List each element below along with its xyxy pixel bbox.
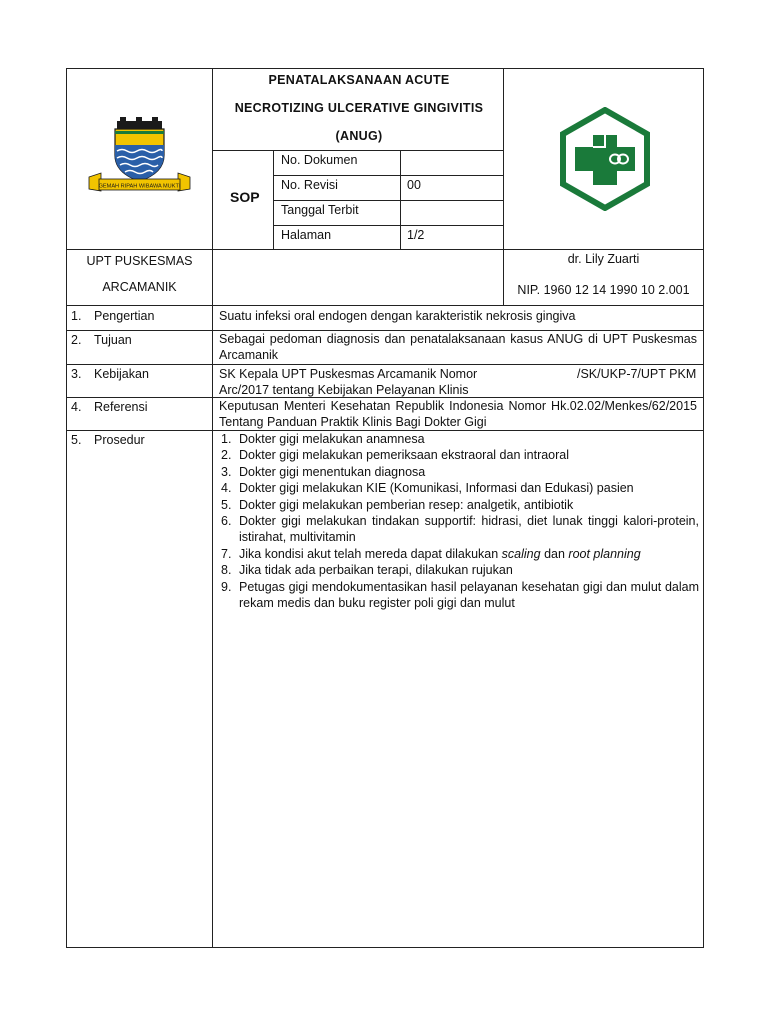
step-number: 6.	[221, 514, 232, 529]
section-num-5: 5.	[71, 433, 82, 447]
section-label-pengertian: Pengertian	[94, 309, 155, 323]
procedure-step	[221, 546, 699, 562]
step-number: 9.	[221, 579, 232, 594]
step-number: 5.	[221, 497, 232, 512]
meta-label-no-revisi: No. Revisi	[281, 178, 338, 192]
step-text: Dokter gigi menentukan diagnosa	[239, 464, 426, 479]
procedure-step	[221, 513, 699, 546]
step-text: Dokter gigi melakukan anamnesa	[239, 432, 425, 446]
step-number: 8.	[221, 563, 232, 578]
step-number: 4.	[221, 481, 232, 496]
title-line-1: PENATALAKSANAAN ACUTE	[268, 73, 450, 87]
step-text: Petugas gigi mendokumentasikan hasil pelayanan kesehatan gigi dan mulut dalam rekam medis dan buku register poli gigi dan mulut	[239, 579, 699, 611]
section-num-3: 3.	[71, 367, 82, 381]
col-divider-left	[212, 69, 213, 948]
section-num-4: 4.	[71, 400, 82, 414]
section-label-tujuan: Tujuan	[94, 333, 132, 347]
title-line-2: NECROTIZING ULCERATIVE GINGIVITIS	[234, 101, 484, 115]
procedure-step	[221, 480, 699, 496]
section-text-kebijakan-c: Arc/2017 tentang Kebijakan Pelayanan Klinis	[219, 383, 469, 397]
sop-document	[66, 68, 704, 948]
step-number: 3.	[221, 464, 232, 479]
meta-label-no-dokumen: No. Dokumen	[281, 153, 358, 167]
step-text: Dokter gigi melakukan tindakan supportif: hidrasi, diet lunak tinggi kalori-protein, istirahat, multivitamin	[239, 514, 699, 545]
row-divider-header	[67, 249, 212, 250]
meta-label-tanggal-terbit: Tanggal Terbit	[281, 203, 359, 217]
step-text-italic: root planning	[568, 546, 641, 561]
section-label-referensi: Referensi	[94, 400, 148, 414]
meta-divider-1	[273, 175, 503, 176]
step-number: 2.	[221, 448, 232, 463]
puskesmas-cross-logo-icon	[553, 107, 657, 211]
meta-divider-2	[273, 200, 503, 201]
meta-value-halaman: 1/2	[407, 228, 425, 242]
section-text-referensi: Keputusan Menteri Kesehatan Republik Indonesia Nomor Hk.02.02/Menkes/62/2015 Tentang Panduan Praktik Klinis Bagi Dokter Gigi	[219, 399, 697, 429]
row-divider-1	[67, 330, 704, 331]
procedure-step	[221, 497, 699, 513]
section-text-tujuan: Sebagai pedoman diagnosis dan penatalaksanaan kasus ANUG di UPT Puskesmas Arcamanik	[219, 332, 697, 362]
signatory-name: dr. Lily Zuarti	[567, 252, 640, 266]
step-text: Jika tidak ada perbaikan terapi, dilakukan rujukan	[239, 563, 513, 578]
step-text-italic: scaling	[501, 546, 541, 561]
meta-divider-3	[273, 225, 503, 226]
step-number: 1.	[221, 432, 232, 446]
step-text: Dokter gigi melakukan pemberian resep: analgetik, antibiotik	[239, 497, 574, 512]
org-line-1: UPT PUSKESMAS	[86, 254, 193, 268]
sop-label: SOP	[230, 189, 260, 205]
procedure-step	[221, 562, 699, 578]
procedure-list	[221, 431, 699, 611]
section-text-pengertian: Suatu infeksi oral endogen dengan karakteristik nekrosis gingiva	[219, 309, 576, 323]
procedure-step	[221, 464, 699, 480]
step-text: Jika kondisi akut telah mereda dapat dilakukan	[239, 546, 502, 561]
step-text: dan	[540, 546, 569, 561]
document-title	[214, 69, 504, 153]
signatory-nip: NIP. 1960 12 14 1990 10 2.001	[517, 283, 690, 297]
section-text-kebijakan-b: /SK/UKP-7/UPT PKM	[577, 367, 697, 381]
bandung-city-emblem-icon	[87, 115, 192, 197]
row-divider-header-right	[503, 249, 704, 250]
meta-divider-4	[212, 249, 503, 250]
procedure-step	[221, 579, 699, 612]
row-divider-2	[67, 364, 704, 365]
meta-label-halaman: Halaman	[281, 228, 332, 242]
procedure-step	[221, 431, 699, 447]
step-text: Dokter gigi melakukan KIE (Komunikasi, Informasi dan Edukasi) pasien	[239, 481, 634, 496]
title-line-3: (ANUG)	[335, 129, 383, 143]
org-line-2: ARCAMANIK	[102, 280, 177, 294]
section-num-1: 1.	[71, 309, 82, 323]
emblem-motto: GEMAH RIPAH WIBAWA MUKTI	[98, 183, 181, 190]
procedure-step	[221, 447, 699, 463]
meta-value-no-revisi: 00	[407, 178, 421, 192]
section-num-2: 2.	[71, 333, 82, 347]
step-number: 7.	[221, 546, 232, 561]
section-label-kebijakan: Kebijakan	[94, 367, 149, 381]
step-text: Dokter gigi melakukan pemeriksaan ekstraoral dan intraoral	[239, 448, 570, 463]
section-label-prosedur: Prosedur	[94, 433, 145, 447]
section-text-kebijakan-a: SK Kepala UPT Puskesmas Arcamanik Nomor	[219, 367, 478, 381]
row-divider-org	[67, 305, 704, 306]
